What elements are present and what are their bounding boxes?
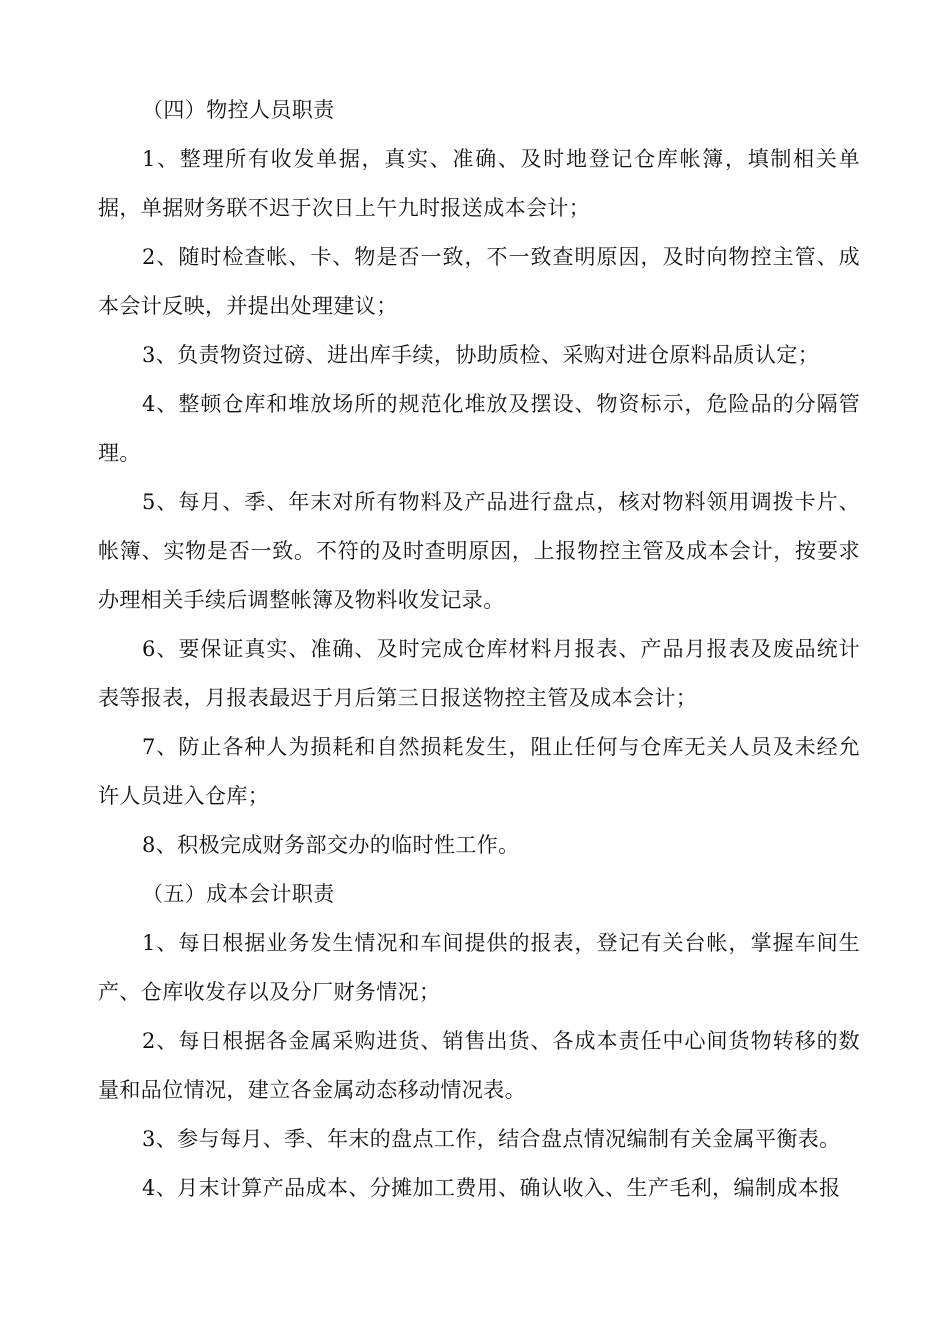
duty-item-4-5: 5、每月、季、年末对所有物料及产品进行盘点，核对物料领用调拨卡片、帐簿、实物是否一致。不符的及时查明原因，上报物控主管及成本会计，按要求办理相关手续后调整帐簿及物料收发记录。	[98, 490, 860, 612]
duty-item-4-2: 2、随时检查帐、卡、物是否一致，不一致查明原因，及时向物控主管、成本会计反映，并提出处理建议；	[98, 245, 860, 318]
section-heading-4: （四）物控人员职责	[142, 98, 335, 122]
duty-item-4-8: 8、积极完成财务部交办的临时性工作。	[142, 833, 520, 857]
document-body	[98, 86, 860, 1213]
duty-item-4-1: 1、整理所有收发单据，真实、准确、及时地登记仓库帐簿，填制相关单据，单据财务联不迟于次日上午九时报送成本会计；	[98, 147, 860, 220]
duty-item-4-3: 3、负责物资过磅、进出库手续，协助质检、采购对进仓原料品质认定；	[142, 343, 820, 367]
duty-item-4-7: 7、防止各种人为损耗和自然损耗发生，阻止任何与仓库无关人员及未经允许人员进入仓库；	[98, 735, 860, 808]
duty-item-4-6: 6、要保证真实、准确、及时完成仓库材料月报表、产品月报表及废品统计表等报表，月报表最迟于月后第三日报送物控主管及成本会计；	[98, 637, 860, 710]
duty-item-5-4: 4、月末计算产品成本、分摊加工费用、确认收入、生产毛利，编制成本报	[142, 1176, 841, 1200]
section-heading-5: （五）成本会计职责	[142, 882, 335, 906]
duty-item-5-2: 2、每日根据各金属采购进货、销售出货、各成本责任中心间货物转移的数量和品位情况，建立各金属动态移动情况表。	[98, 1029, 860, 1102]
duty-item-5-3: 3、参与每月、季、年末的盘点工作，结合盘点情况编制有关金属平衡表。	[142, 1127, 841, 1151]
duty-item-4-4: 4、整顿仓库和堆放场所的规范化堆放及摆设、物资标示，危险品的分隔管理。	[98, 392, 860, 465]
duty-item-5-1: 1、每日根据业务发生情况和车间提供的报表，登记有关台帐，掌握车间生产、仓库收发存以及分厂财务情况；	[98, 931, 860, 1004]
